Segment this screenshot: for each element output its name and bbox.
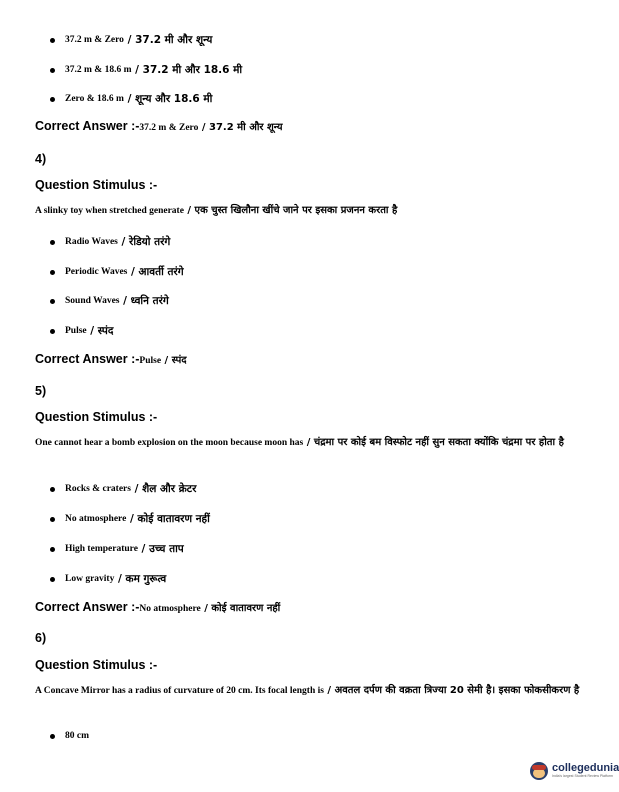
question-stimulus-label: Question Stimulus :- (35, 410, 158, 424)
bullet-icon (50, 240, 55, 245)
mascot-icon (530, 762, 548, 780)
list-item: Low gravity / कम गुरूत्व (50, 572, 166, 586)
list-item: Radio Waves / रेडियो तरंगे (50, 235, 170, 249)
bullet-icon (50, 68, 55, 73)
bullet-icon (50, 517, 55, 522)
list-item: 37.2 m & Zero / 37.2 मी और शून्य (50, 33, 212, 47)
logo-name: collegedunia (552, 762, 619, 775)
q3-correct-answer: Correct Answer :- 37.2 m & Zero / 37.2 मी और शून्य (35, 119, 283, 133)
option-text-en: Zero & 18.6 m (65, 94, 124, 104)
question-stimulus-label: Question Stimulus :- (35, 658, 158, 672)
list-item: Sound Waves / ध्वनि तरंगे (50, 294, 169, 308)
option-text-en: 37.2 m & 18.6 m (65, 65, 132, 75)
question-number: 5) (35, 384, 47, 398)
list-item: Rocks & craters / शैल और क्रेटर (50, 482, 196, 496)
list-item: Zero & 18.6 m / शून्य और 18.6 मी (50, 92, 212, 106)
bullet-icon (50, 577, 55, 582)
question-stimulus-text: A Concave Mirror has a radius of curvature of 20 cm. Its focal length is / अवतल दर्पण की वक्रता त्रिज्या 20 सेमी है। इसका फोकसीकरण है (35, 685, 580, 696)
list-item: Periodic Waves / आवर्ती तरंगे (50, 265, 184, 279)
list-item: No atmosphere / कोई वातावरण नहीं (50, 512, 210, 526)
question-number: 6) (35, 631, 47, 645)
bullet-icon (50, 38, 55, 43)
question-number: 4) (35, 152, 47, 166)
option-text-hi: 37.2 मी और 18.6 मी (142, 64, 243, 76)
bullet-icon (50, 487, 55, 492)
logo-tagline: India's largest Student Review Platform (552, 774, 613, 779)
option-text-en: 37.2 m & Zero (65, 35, 124, 45)
bullet-icon (50, 329, 55, 334)
bullet-icon (50, 734, 55, 739)
question-stimulus-text: A slinky toy when stretched generate / एक चुस्त खिलौना खींचे जाने पर इसका प्रजनन करता है (35, 205, 398, 216)
bullet-icon (50, 97, 55, 102)
option-text-hi: 37.2 मी और शून्य (135, 34, 213, 46)
bullet-icon (50, 270, 55, 275)
list-item: Pulse / स्पंद (50, 324, 113, 338)
q4-correct-answer: Correct Answer :- Pulse / स्पंद (35, 352, 187, 366)
list-item: 37.2 m & 18.6 m / 37.2 मी और 18.6 मी (50, 63, 242, 77)
bullet-icon (50, 299, 55, 304)
question-stimulus-text: One cannot hear a bomb explosion on the moon because moon has / चंद्रमा पर कोई बम विस्फोट नहीं सुन सकता क्योंकि चंद्रमा पर होता है (35, 437, 564, 448)
collegedunia-logo (530, 758, 619, 784)
list-item: 80 cm (50, 731, 89, 741)
q5-correct-answer: Correct Answer :- No atmosphere / कोई वातावरण नहीं (35, 600, 281, 614)
option-text-hi: शून्य और 18.6 मी (135, 93, 213, 105)
list-item: High temperature / उच्च ताप (50, 542, 184, 556)
bullet-icon (50, 547, 55, 552)
question-stimulus-label: Question Stimulus :- (35, 178, 158, 192)
